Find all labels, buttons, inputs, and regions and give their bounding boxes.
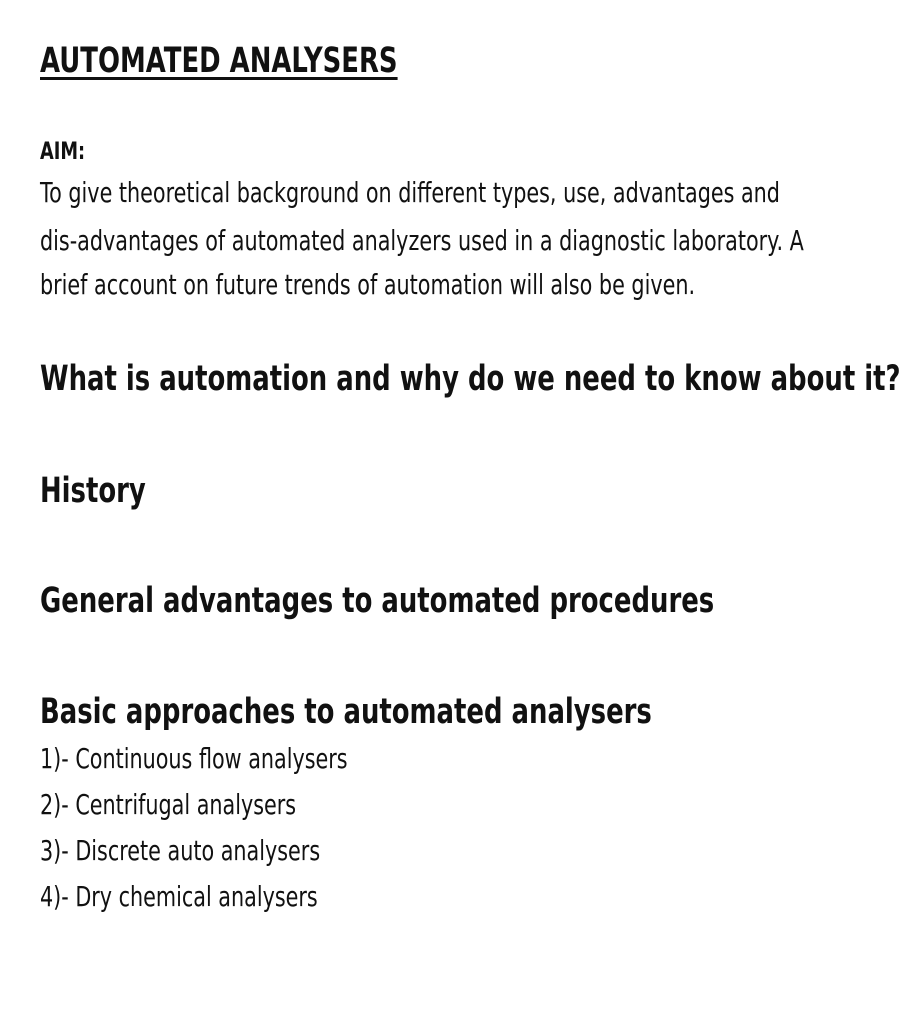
aim-text-line-1: To give theoretical background on different types, use, advantages and [40,176,780,209]
automation-heading: What is automation and why do we need to know about it? [40,359,901,399]
list-item: 3)- Discrete auto analysers [40,834,321,867]
history-heading: History [40,471,146,511]
aim-label: AIM: [40,137,86,165]
list-item: 4)- Dry chemical analysers [40,880,318,913]
document-title: AUTOMATED ANALYSERS [40,41,398,81]
list-item: 2)- Centrifugal analysers [40,788,297,821]
basic-approaches-heading: Basic approaches to automated analysers [40,692,652,732]
aim-text-line-3: brief account on future trends of automation will also be given. [40,268,696,301]
aim-text-line-2: dis-advantages of automated analyzers used in a diagnostic laboratory. A [40,224,804,257]
list-item: 1)- Continuous flow analysers [40,742,348,775]
general-advantages-heading: General advantages to automated procedures [40,581,715,621]
